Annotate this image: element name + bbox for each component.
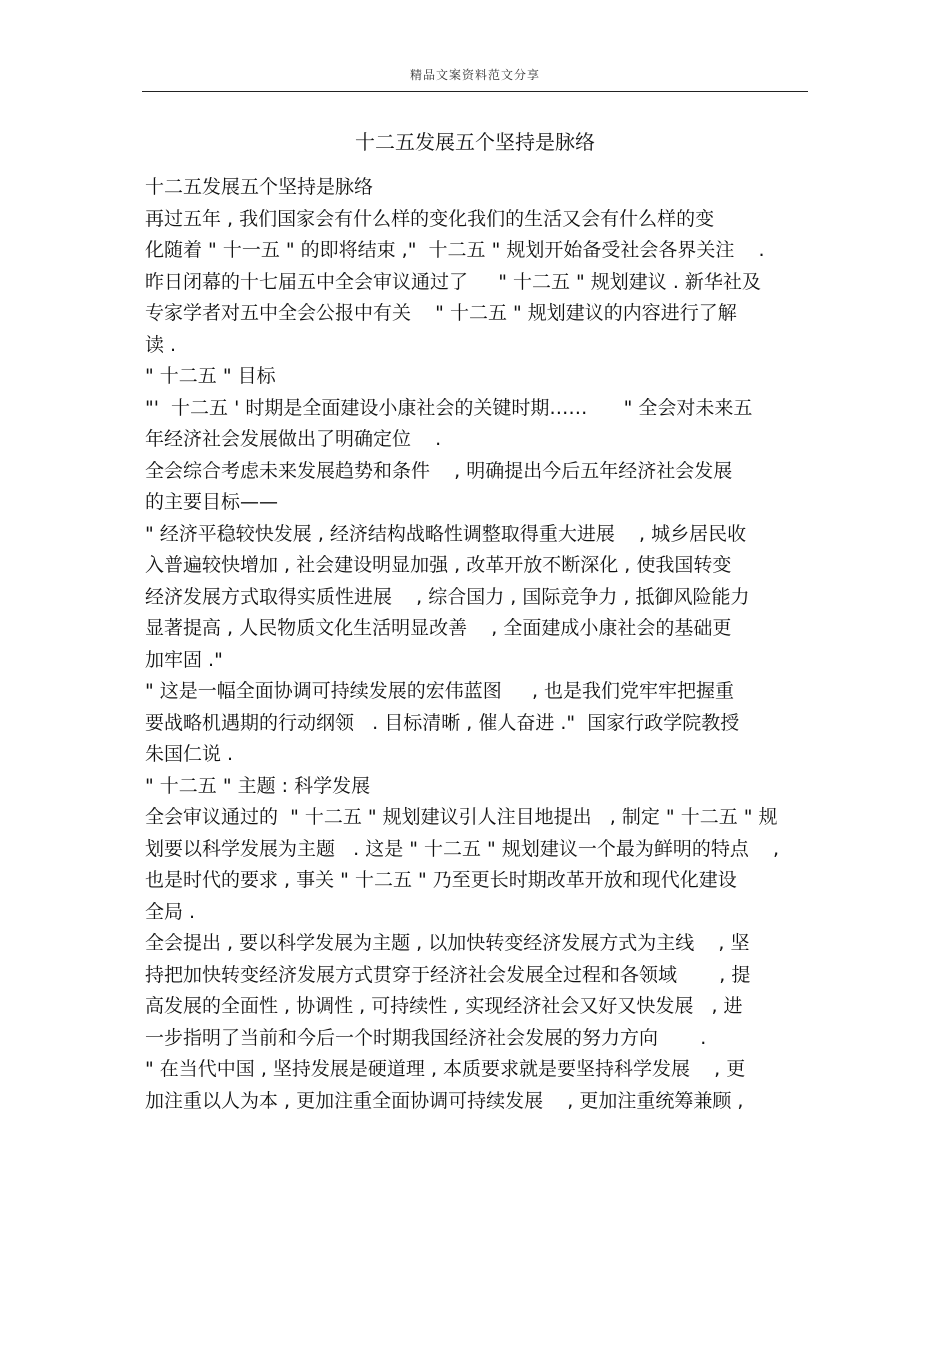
text-line: 再过五年 , 我们国家会有什么样的变化我们的生活又会有什么样的变 [145, 207, 715, 230]
text-line: 年经济社会发展做出了明确定位 . [145, 428, 442, 450]
text-line: 显著提高 , 人民物质文化生活明显改善 , 全面建成小康社会的基础更 [145, 617, 732, 639]
text-line: 化随着 " 十一五 " 的即将结束 ," 十二五 " 规划开始备受社会各界关注 . [145, 239, 765, 261]
text-line: 入普遍较快增加 , 社会建设明显加强 , 改革开放不断深化 , 使我国转变 [145, 554, 732, 576]
document-title: 十二五发展五个坚持是脉络 [355, 130, 595, 154]
page-header: 精品文案资料范文分享 [409, 68, 540, 82]
text-line: 全会综合考虑未来发展趋势和条件 , 明确提出今后五年经济社会发展 [145, 459, 733, 482]
text-line: 加注重以人为本 , 更加注重全面协调可持续发展 , 更加注重统筹兼顾 , [145, 1089, 744, 1112]
text-line: 全会审议通过的 " 十二五 " 规划建议引人注目地提出 , 制定 " 十二五 " 规 [145, 806, 778, 828]
text-line: " 经济平稳较快发展 , 经济结构战略性调整取得重大进展 , 城乡居民收 [145, 522, 747, 545]
text-line: 专家学者对五中全会公报中有关 " 十二五 " 规划建议的内容进行了解 [145, 302, 737, 324]
text-line: 要战略机遇期的行动纲领 . 目标清晰 , 催人奋进 ." 国家行政学院教授 [145, 711, 740, 734]
text-line: 全局 . [145, 900, 196, 923]
text-line: 昨日闭幕的十七届五中全会审议通过了 " 十二五 " 规划建议 . 新华社及 [145, 270, 761, 293]
text-line: "' 十二五 ' 时期是全面建设小康社会的关键时期…… " 全会对未来五 [145, 396, 753, 419]
header-divider [142, 91, 808, 92]
text-line: 经济发展方式取得实质性进展 , 综合国力 , 国际竞争力 , 抵御风险能力 [145, 585, 750, 608]
text-line: 十二五发展五个坚持是脉络 [145, 176, 374, 198]
text-line: 全会提出 , 要以科学发展为主题 , 以加快转变经济发展方式为主线 , 坚 [145, 932, 750, 954]
text-line: 划要以科学发展为主题 . 这是 " 十二五 " 规划建议一个最为鲜明的特点 , [145, 837, 780, 860]
text-line: 一步指明了当前和今后一个时期我国经济社会发展的努力方向 . [145, 1026, 707, 1049]
text-line: " 十二五 " 主题 : 科学发展 [145, 774, 371, 797]
text-line: 读 . [145, 333, 177, 356]
document-body [145, 172, 825, 1117]
text-line: 的主要目标—— [145, 491, 279, 513]
text-line: " 这是一幅全面协调可持续发展的宏伟蓝图 , 也是我们党牢牢把握重 [145, 680, 735, 702]
text-line: 高发展的全面性 , 协调性 , 可持续性 , 实现经济社会又好又快发展 , 进 [145, 995, 743, 1017]
text-line: 朱国仁说 . [145, 743, 234, 765]
text-line: " 十二五 " 目标 [145, 365, 276, 387]
text-line: " 在当代中国 , 坚持发展是硬道理 , 本质要求就是要坚持科学发展 , 更 [145, 1058, 746, 1080]
text-line: 持把加快转变经济发展方式贯穿于经济社会发展全过程和各领域 , 提 [145, 963, 751, 986]
text-line: 加牢固 ." [145, 648, 223, 671]
text-line: 也是时代的要求 , 事关 " 十二五 " 乃至更长时期改革开放和现代化建设 [145, 869, 737, 891]
